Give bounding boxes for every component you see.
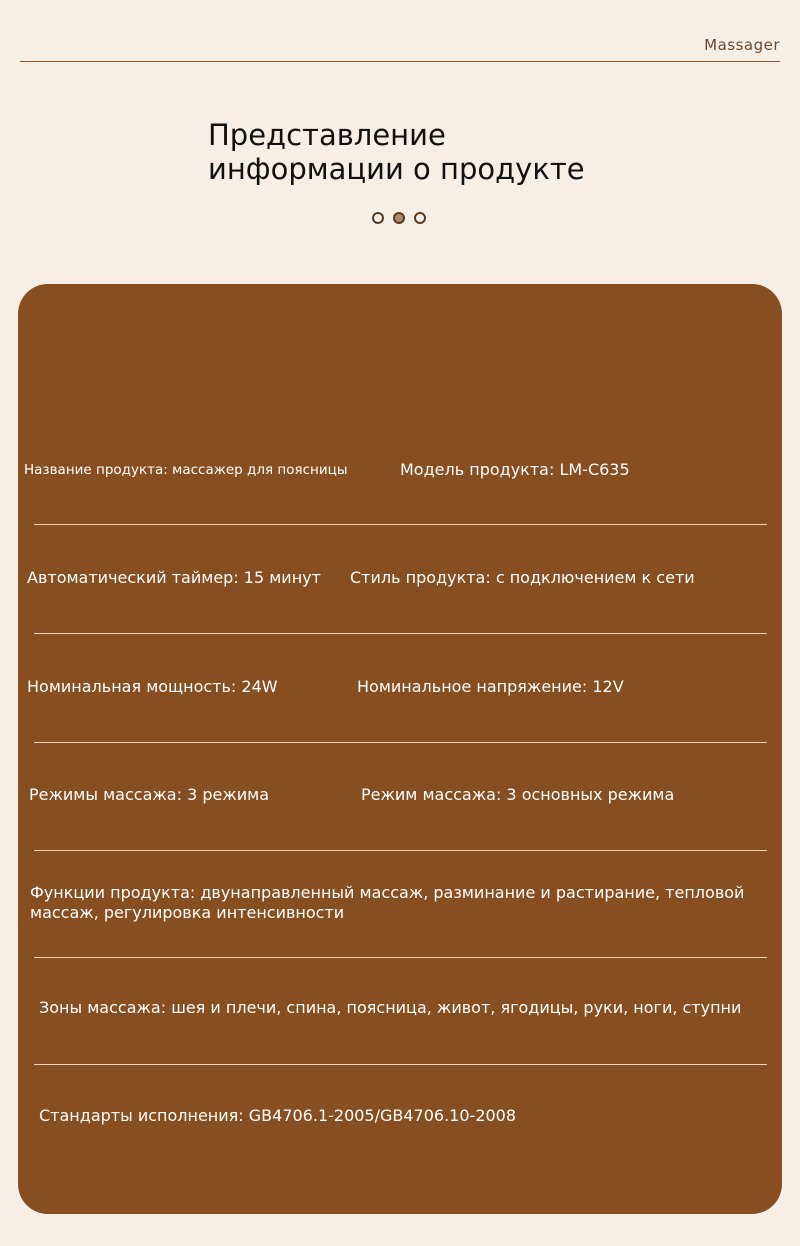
spec-divider: [34, 524, 767, 525]
spec-model: Модель продукта: LM-C635: [400, 460, 630, 479]
spec-timer: Автоматический таймер: 15 минут: [27, 568, 321, 587]
spec-standards: Стандарты исполнения: GB4706.1-2005/GB4706.10-2008: [39, 1106, 517, 1125]
spec-card: [18, 284, 782, 1214]
dot-icon: [393, 212, 405, 224]
spec-style: Стиль продукта: с подключением к сети: [350, 568, 695, 587]
spec-divider: [34, 850, 767, 851]
spec-voltage: Номинальное напряжение: 12V: [357, 677, 624, 696]
spec-product-name: Название продукта: массажер для поясницы: [24, 462, 348, 478]
spec-power: Номинальная мощность: 24W: [27, 677, 278, 696]
spec-mode-type: Режим массажа: 3 основных режима: [361, 785, 675, 804]
spec-divider: [34, 957, 767, 958]
spec-divider: [34, 742, 767, 743]
spec-zones: Зоны массажа: шея и плечи, спина, поясница, живот, ягодицы, руки, ноги, ступни: [39, 998, 742, 1017]
spec-divider: [34, 1064, 767, 1065]
decorative-dots: [372, 212, 426, 224]
dot-icon: [414, 212, 426, 224]
spec-divider: [34, 633, 767, 634]
spec-functions: Функции продукта: двунаправленный массаж, разминание и растирание, тепловой массаж, регулировка интенсивности: [30, 883, 745, 922]
page-title: Представление информации о продукте: [208, 118, 585, 186]
brand-label: Massager: [704, 36, 780, 54]
spec-modes: Режимы массажа: 3 режима: [29, 785, 270, 804]
header-divider: [20, 61, 780, 62]
dot-icon: [372, 212, 384, 224]
